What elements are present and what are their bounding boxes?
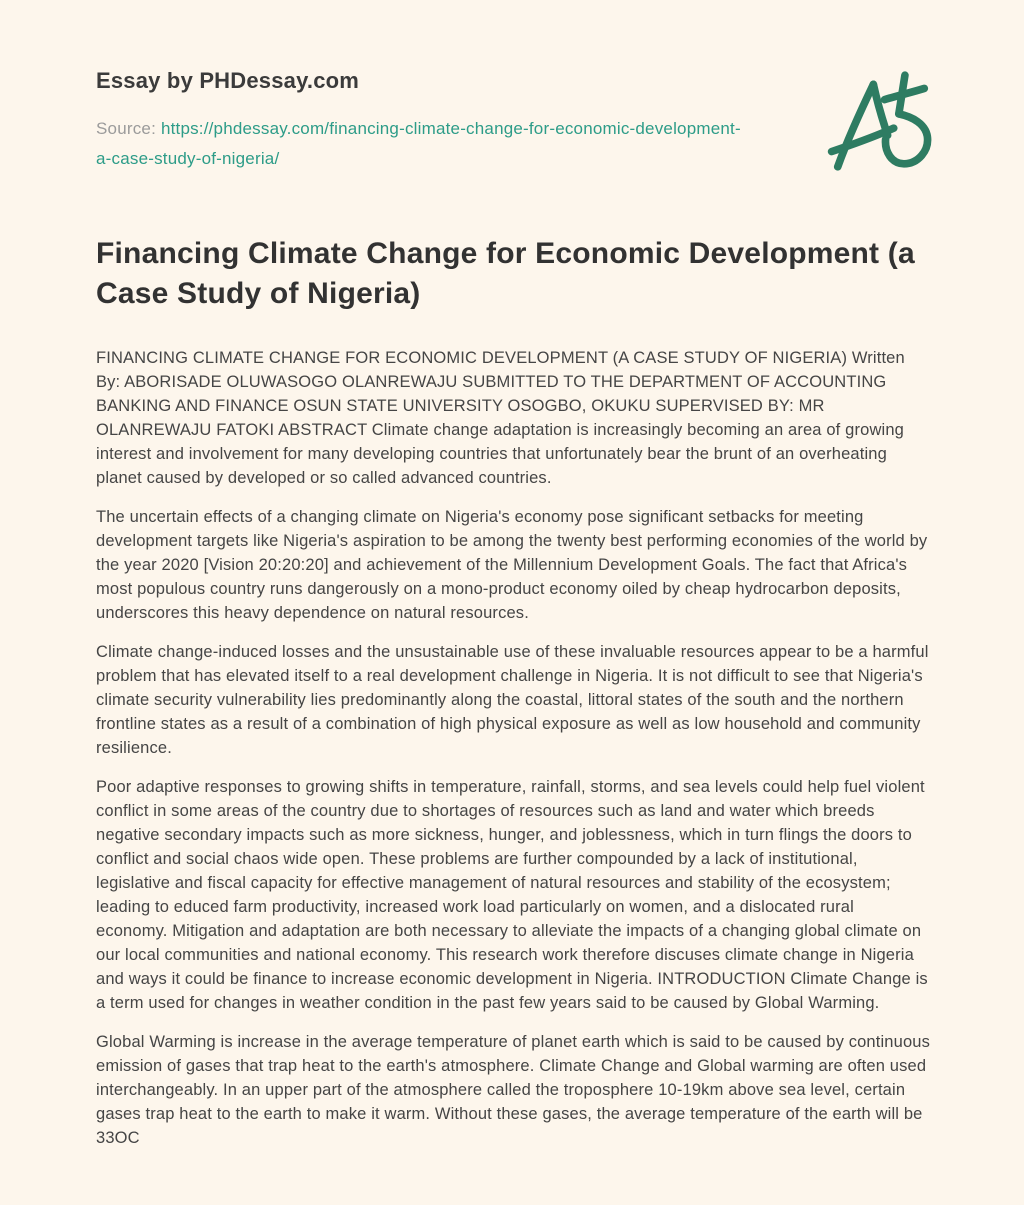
phdessay-logo [820,64,942,176]
source-link[interactable]: https://phdessay.com/financing-climate-change-for-economic-development-a-case-study-of-nigeria/ [96,119,741,168]
brand-title: Essay by PHDessay.com [96,68,360,93]
source-label: Source: [96,119,156,138]
source-line [96,114,744,174]
essay-paragraph: Climate change-induced losses and the unsustainable use of these invaluable resources appear to be a harmful problem that has elevated itself to a real development challenge in Nigeria. It is not difficult to see that Nigeria's climate security vulnerability lies predominantly along the coastal, littoral states of the south and the northern frontline states as a result of a combination of high physical exposure as well as low household and community resilience. [96,643,929,757]
a-plus-logo-icon [820,64,942,176]
essay-paragraph: Poor adaptive responses to growing shifts in temperature, rainfall, storms, and sea levels could help fuel violent conflict in some areas of the country due to shortages of resources such as land and water which breeds negative secondary impacts such as more sickness, hunger, and joblessness, which in turn flings the doors to conflict and social chaos wide open. These problems are further compounded by a lack of institutional, legislative and fiscal capacity for effective management of natural resources and stability of the ecosystem; leading to educed farm productivity, increased work load particularly on women, and a dislocated rural economy. Mitigation and adaptation are both necessary to alleviate the impacts of a changing global climate on our local communities and national economy. This research work therefore discuses climate change in Nigeria and ways it could be finance to increase economic development in Nigeria. INTRODUCTION Climate Change is a term used for changes in weather condition in the past few years said to be caused by Global Warming. [96,778,928,1012]
essay-body [96,346,930,1150]
essay-title: Financing Climate Change for Economic Development (a Case Study of Nigeria) [96,237,915,310]
page-header [96,64,930,176]
essay-paragraph: The uncertain effects of a changing climate on Nigeria's economy pose significant setbacks for meeting development targets like Nigeria's aspiration to be among the twenty best performing economies of the world by the year 2020 [Vision 20:20:20] and achievement of the Millennium Development Goals. The fact that Africa's most populous country runs dangerously on a mono-product economy oiled by cheap hydrocarbon deposits, underscores this heavy dependence on natural resources. [96,508,928,622]
essay-paragraph: FINANCING CLIMATE CHANGE FOR ECONOMIC DEVELOPMENT (A CASE STUDY OF NIGERIA) Written By: ABORISADE OLUWASOGO OLANREWAJU SUBMITTED TO THE DEPARTMENT OF ACCOUNTING BANKING AND FINANCE OSUN STATE UNIVERSITY OSOGBO, OKUKU SUPERVISED BY: MR OLANREWAJU FATOKI ABSTRACT Climate change adaptation is increasingly becoming an area of growing interest and involvement for many developing countries that unfortunately bear the brunt of an overheating planet caused by developed or so called advanced countries. [96,349,905,487]
essay-paragraph: Global Warming is increase in the average temperature of planet earth which is said to be caused by continuous emission of gases that trap heat to the earth's atmosphere. Climate Change and Global warming are often used interchangeably. In an upper part of the atmosphere called the troposphere 10-19km above sea level, certain gases trap heat to the earth to make it warm. Without these gases, the average temperature of the earth will be 33OC [96,1033,931,1147]
header-left [96,64,744,174]
